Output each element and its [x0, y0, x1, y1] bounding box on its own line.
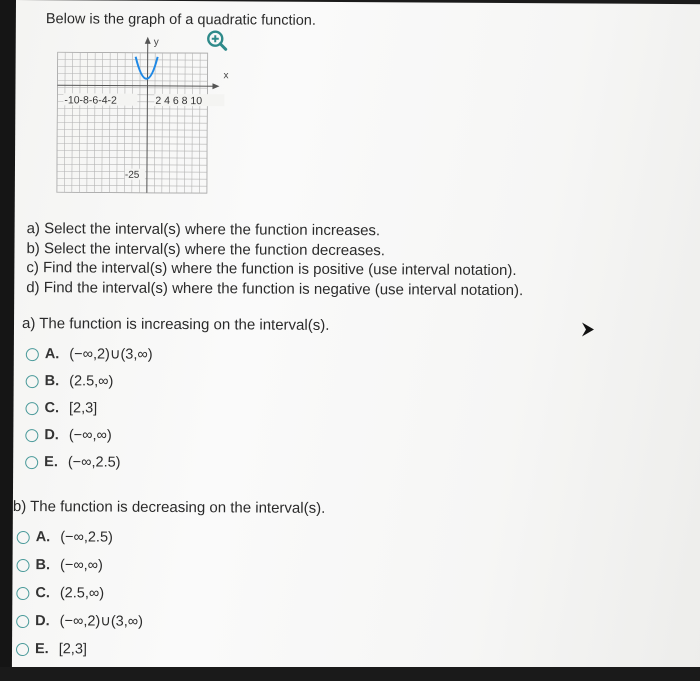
question-b-option-b[interactable]: B. (−∞,∞)	[16, 557, 102, 574]
y-axis	[147, 43, 148, 193]
x-axis	[57, 85, 215, 86]
question-b-title: b) The function is decreasing on the interval(s).	[12, 497, 326, 517]
option-text: (−∞,2)∪(3,∞)	[69, 346, 153, 363]
question-b-option-d[interactable]: D. (−∞,2)∪(3,∞)	[16, 613, 143, 630]
question-a-option-d[interactable]: D. (−∞,∞)	[25, 427, 111, 444]
mouse-cursor-icon	[580, 320, 596, 338]
question-a-title: a) The function is increasing on the interval(s).	[21, 315, 330, 334]
radio-button[interactable]	[17, 559, 30, 572]
radio-button[interactable]	[16, 643, 29, 656]
option-text: [2,3]	[58, 641, 88, 658]
question-b-option-a[interactable]: A. (−∞,2.5)	[17, 529, 113, 546]
option-text: (−∞,2.5)	[60, 529, 113, 546]
question-b-option-e[interactable]: E. [2,3]	[16, 641, 87, 657]
photo-bottom-edge	[0, 667, 700, 681]
question-a-option-c[interactable]: C. [2,3]	[25, 400, 97, 416]
radio-button[interactable]	[25, 402, 38, 415]
part-b-text: b) Select the interval(s) where the function decreases.	[26, 239, 386, 259]
x-axis-label: x	[223, 70, 229, 82]
option-text: (−∞,2)∪(3,∞)	[59, 613, 144, 630]
part-a-text: a) Select the interval(s) where the function increases.	[26, 220, 381, 240]
radio-button[interactable]	[16, 587, 29, 600]
part-c-text: c) Find the interval(s) where the function is positive (use interval notation).	[26, 259, 517, 280]
question-a-option-e[interactable]: E. (−∞,2.5)	[25, 454, 120, 471]
radio-button[interactable]	[16, 615, 29, 628]
option-text: (2.5,∞)	[59, 585, 105, 602]
y-axis-label: y	[153, 36, 159, 48]
radio-button[interactable]	[26, 348, 39, 361]
radio-button[interactable]	[25, 429, 38, 442]
part-d-text: d) Find the interval(s) where the function is negative (use interval notation).	[26, 278, 524, 299]
y-axis-arrow	[145, 37, 151, 44]
question-parts	[26, 219, 523, 300]
x-axis-arrow	[212, 83, 219, 89]
question-b-option-c[interactable]: C. (2.5,∞)	[16, 585, 104, 602]
intro-text: Below is the graph of a quadratic function.	[45, 11, 316, 29]
screen-page	[12, 0, 700, 672]
x-tick-labels-negative: -10-8-6-4-2	[64, 94, 117, 107]
radio-button[interactable]	[25, 456, 38, 469]
option-text: (2.5,∞)	[69, 373, 114, 390]
radio-button[interactable]	[17, 531, 30, 544]
question-a-option-b[interactable]: B. (2.5,∞)	[26, 373, 114, 390]
option-text: (−∞,∞)	[68, 427, 112, 444]
zoom-in-icon[interactable]	[206, 29, 228, 51]
option-text: (−∞,2.5)	[67, 454, 121, 471]
radio-button[interactable]	[26, 375, 39, 388]
option-text: [2,3]	[68, 400, 98, 417]
y-tick-label: -25	[124, 169, 140, 181]
question-a-option-a[interactable]: A. (−∞,2)∪(3,∞)	[26, 346, 153, 363]
x-tick-labels-positive: 2 4 6 8 10	[155, 94, 203, 108]
quadratic-graph	[55, 30, 229, 196]
option-text: (−∞,∞)	[59, 557, 103, 574]
